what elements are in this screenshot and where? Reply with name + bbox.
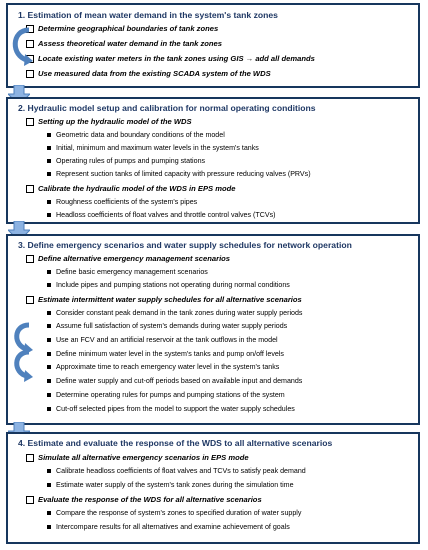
step-3-subitem: Define minimum water level in the system's tanks and pump on/off levels — [56, 350, 284, 358]
bullet-icon — [47, 146, 51, 150]
step-3-item-1: Define alternative emergency management scenarios — [38, 254, 230, 263]
bullet-icon — [47, 379, 51, 383]
step-2-subitem: Initial, minimum and maximum water levels in the system's tanks — [56, 144, 259, 152]
curved-arrow-icon — [7, 26, 33, 68]
step-2-item-1: Setting up the hydraulic model of the WDS — [38, 117, 192, 126]
step-2-subitem: Roughness coefficients of the system's pipes — [56, 198, 197, 206]
step-4-subitem: Intercompare results for all alternatives and examine achievement of goals — [56, 523, 290, 531]
checkbox-icon — [26, 496, 34, 504]
step-1-item-1: Determine geographical boundaries of tank zones — [38, 24, 218, 33]
step-2-subitem: Represent suction tanks of limited capacity with pressure reducing valves (PRVs) — [56, 170, 311, 178]
bullet-icon — [47, 324, 51, 328]
bullet-icon — [47, 469, 51, 473]
step-1-item-3: Locate existing water meters in the tank zones using GIS → add all demands — [38, 54, 315, 63]
bullet-icon — [47, 511, 51, 515]
step-3-subitem: Assume full satisfaction of system's demands during water supply periods — [56, 322, 287, 330]
checkbox-icon — [26, 118, 34, 126]
step-4-subitem: Estimate water supply of the system's tank zones during the simulation time — [56, 481, 294, 489]
checkbox-icon — [26, 185, 34, 193]
bullet-icon — [47, 283, 51, 287]
step-3-item-2: Estimate intermittent water supply schedules for all alternative scenarios — [38, 295, 302, 304]
step-2-subitem: Geometric data and boundary conditions of the model — [56, 131, 225, 139]
step-2-item-2: Calibrate the hydraulic model of the WDS in EPS mode — [38, 184, 235, 193]
bullet-icon — [47, 525, 51, 529]
step-2-subitem: Headloss coefficients of float valves and throttle control valves (TCVs) — [56, 211, 275, 219]
bullet-icon — [47, 270, 51, 274]
step-3-subitem: Define water supply and cut-off periods based on available input and demands — [56, 377, 302, 385]
bullet-icon — [47, 213, 51, 217]
bullet-icon — [47, 407, 51, 411]
step-4-item-2: Evaluate the response of the WDS for all alternative scenarios — [38, 495, 262, 504]
checkbox-icon — [26, 255, 34, 263]
curved-arrow-icon — [7, 349, 33, 383]
step-3-subitem: Consider constant peak demand in the tank zones during water supply periods — [56, 309, 302, 317]
step-4-subitem: Compare the response of system's zones to specified duration of water supply — [56, 509, 301, 517]
step-4-title: 4. Estimate and evaluate the response of the WDS to all alternative scenarios — [18, 438, 333, 448]
step-2-title: 2. Hydraulic model setup and calibration for normal operating conditions — [18, 103, 316, 113]
step-3-subitem: Include pipes and pumping stations not operating during normal conditions — [56, 281, 290, 289]
step-1-item-2: Assess theoretical water demand in the tank zones — [38, 39, 222, 48]
bullet-icon — [47, 365, 51, 369]
step-4-subitem: Calibrate headloss coefficients of float valves and TCVs to satisfy peak demand — [56, 467, 306, 475]
step-3-subitem: Use an FCV and an artificial reservoir at the tank outflows in the model — [56, 336, 278, 344]
bullet-icon — [47, 352, 51, 356]
bullet-icon — [47, 200, 51, 204]
bullet-icon — [47, 159, 51, 163]
step-3-subitem: Approximate time to reach emergency water level in the system's tanks — [56, 363, 279, 371]
step-3-title: 3. Define emergency scenarios and water supply schedules for network operation — [18, 240, 352, 250]
step-3-subitem: Cut-off selected pipes from the model to support the water supply schedules — [56, 405, 295, 413]
step-3-subitem: Define basic emergency management scenarios — [56, 268, 208, 276]
bullet-icon — [47, 338, 51, 342]
step-4-item-1: Simulate all alternative emergency scenarios in EPS mode — [38, 453, 249, 462]
bullet-icon — [47, 393, 51, 397]
checkbox-icon — [26, 70, 34, 78]
bullet-icon — [47, 133, 51, 137]
step-1-title: 1. Estimation of mean water demand in the system's tank zones — [18, 10, 278, 20]
checkbox-icon — [26, 296, 34, 304]
bullet-icon — [47, 172, 51, 176]
checkbox-icon — [26, 454, 34, 462]
step-3-subitem: Determine operating rules for pumps and pumping stations of the system — [56, 391, 285, 399]
step-1-item-4: Use measured data from the existing SCADA system of the WDS — [38, 69, 271, 78]
step-2-subitem: Operating rules of pumps and pumping stations — [56, 157, 205, 165]
bullet-icon — [47, 311, 51, 315]
bullet-icon — [47, 483, 51, 487]
